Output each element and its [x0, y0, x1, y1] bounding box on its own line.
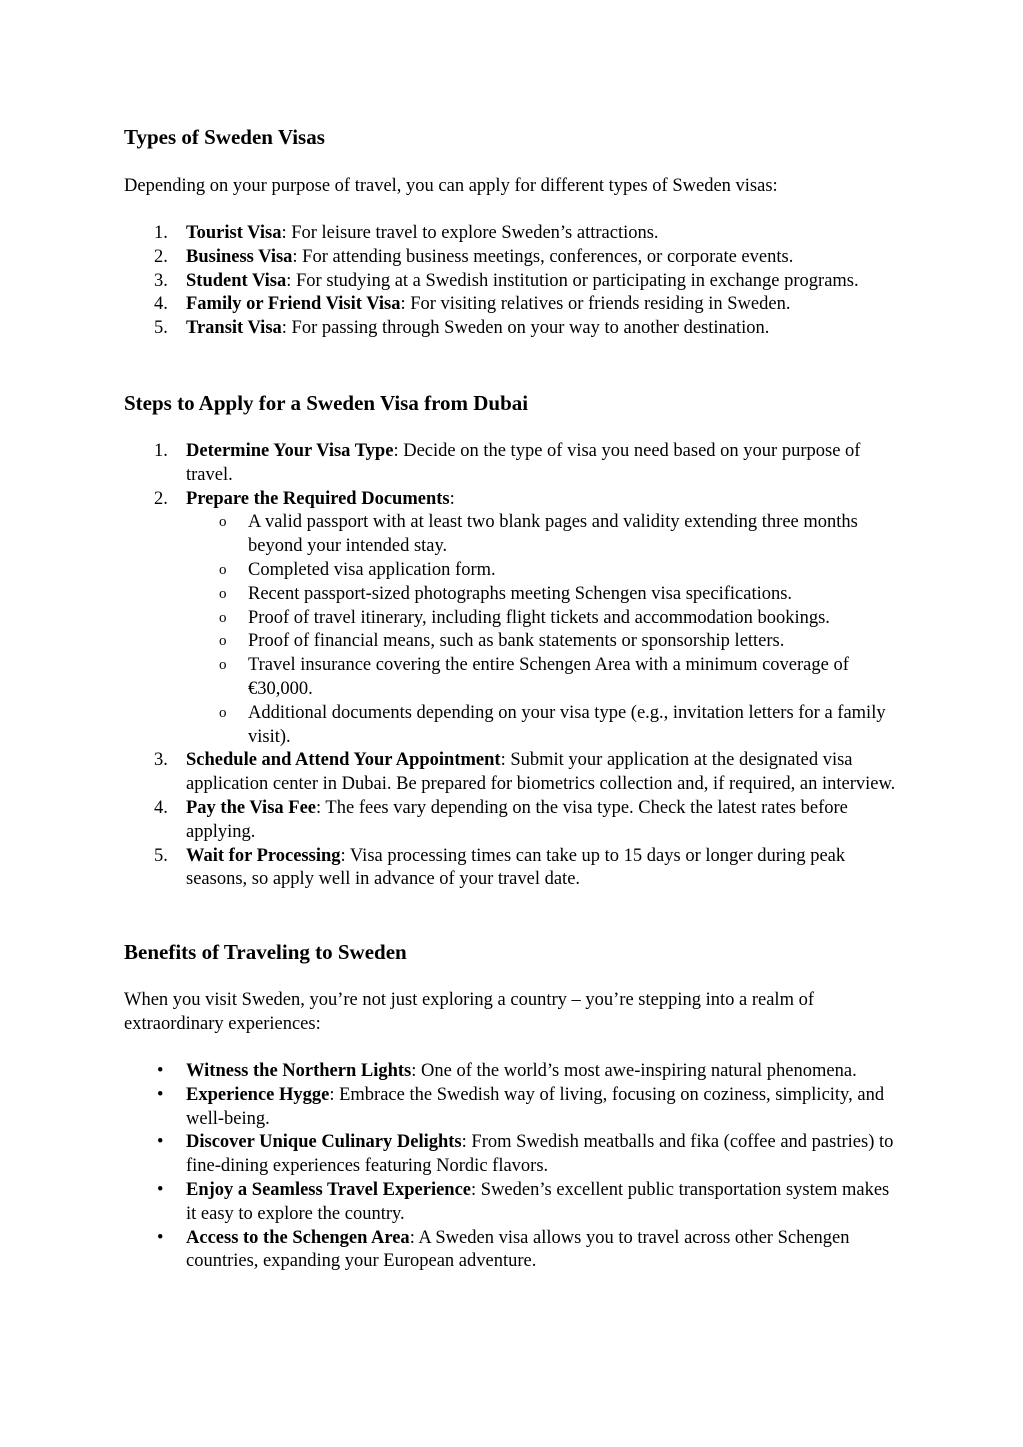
sub-bullet: o: [219, 585, 227, 602]
document-item: [0, 607, 902, 631]
benefits-list: [0, 1060, 1023, 1274]
document-item: [0, 559, 902, 583]
list-item: [0, 222, 902, 246]
sub-bullet: o: [219, 514, 227, 531]
list-item: [0, 1227, 902, 1275]
item-description: : For studying at a Swedish institution or participating in exchange programs.: [286, 270, 859, 291]
item-term: Family or Friend Visit Visa: [186, 294, 401, 315]
sub-bullet: o: [219, 657, 227, 674]
document-text: Travel insurance covering the entire Schengen Area with a minimum coverage of €30,000.: [248, 655, 849, 699]
document-text: Proof of financial means, such as bank statements or sponsorship letters.: [248, 631, 785, 652]
item-term: Schedule and Attend Your Appointment: [186, 750, 501, 771]
application-steps-list: [0, 440, 1023, 892]
list-item: [0, 488, 902, 750]
item-description: : A Sweden visa allows you to travel across other Schengen countries, expanding your European adventure.: [186, 1227, 850, 1272]
list-number: 1.: [154, 223, 168, 243]
list-item: [0, 440, 902, 488]
document-item: [0, 702, 902, 750]
sub-bullet: o: [219, 633, 227, 650]
item-description: : Embrace the Swedish way of living, focusing on coziness, simplicity, and well-being.: [186, 1084, 885, 1129]
sub-bullet: o: [219, 561, 227, 578]
item-description: : Visa processing times can take up to 15 days or longer during peak seasons, so apply well in advance of your travel date.: [186, 845, 846, 890]
item-term: Discover Unique Culinary Delights: [186, 1132, 462, 1153]
item-description: : Decide on the type of visa you need based on your purpose of travel.: [186, 441, 861, 485]
list-item: [0, 246, 902, 270]
item-description: : For leisure travel to explore Sweden’s attractions.: [281, 223, 659, 243]
list-number: 4.: [154, 797, 168, 818]
document-text: Completed visa application form.: [248, 559, 496, 580]
bullet: •: [157, 1179, 164, 1200]
required-documents-list: [186, 511, 902, 749]
item-description: : For visiting relatives or friends residing in Sweden.: [400, 294, 791, 315]
sub-bullet: o: [219, 704, 227, 721]
item-term: Access to the Schengen Area: [186, 1227, 410, 1248]
list-item: [0, 317, 902, 341]
list-number: 2.: [154, 246, 168, 267]
item-term: Experience Hygge: [186, 1084, 330, 1105]
bullet: •: [157, 1061, 164, 1081]
list-item: [0, 1179, 902, 1227]
benefits-intro: When you visit Sweden, you’re not just exploring a country – you’re stepping into a realm of extraordinary experiences:: [124, 990, 815, 1034]
bullet: •: [157, 1132, 164, 1153]
item-term: Transit Visa: [186, 318, 282, 339]
item-description: : Submit your application at the designated visa application center in Dubai. Be prepared for biometrics collection and, if required, an interview.: [186, 750, 896, 795]
document-text: Additional documents depending on your visa type (e.g., invitation letters for a family visit).: [248, 702, 886, 747]
item-description: : Sweden’s excellent public transportation system makes it easy to explore the country.: [186, 1179, 890, 1224]
list-number: 3.: [154, 750, 168, 771]
document-item: [0, 583, 902, 607]
item-description: : For attending business meetings, conferences, or corporate events.: [292, 246, 794, 267]
section-heading-benefits: Benefits of Traveling to Sweden: [124, 940, 407, 964]
document-text: Proof of travel itinerary, including flight tickets and accommodation bookings.: [248, 607, 830, 628]
document-text: A valid passport with at least two blank pages and validity extending three months beyond your intended stay.: [248, 512, 858, 557]
list-number: 5.: [154, 318, 168, 339]
item-description: : One of the world’s most awe-inspiring natural phenomena.: [411, 1061, 857, 1081]
item-description: : For passing through Sweden on your way to another destination.: [281, 318, 770, 339]
list-item: [0, 797, 902, 845]
list-number: 5.: [154, 845, 168, 866]
item-description: : The fees vary depending on the visa type. Check the latest rates before applying.: [186, 797, 848, 842]
bullet: •: [157, 1227, 164, 1248]
list-item: [0, 845, 902, 893]
visa-types-intro: Depending on your purpose of travel, you can apply for different types of Sweden visas:: [124, 176, 778, 196]
list-item: [0, 1084, 902, 1132]
document-text: Recent passport-sized photographs meeting Schengen visa specifications.: [248, 583, 793, 604]
item-term: Prepare the Required Documents: [186, 488, 450, 509]
list-item: [0, 749, 902, 797]
item-description: : From Swedish meatballs and fika (coffee and pastries) to fine-dining experiences featuring Nordic flavors.: [186, 1132, 894, 1177]
section-heading-application-steps: Steps to Apply for a Sweden Visa from Dubai: [124, 391, 529, 415]
item-term: Pay the Visa Fee: [186, 797, 316, 818]
document-item: [0, 511, 902, 559]
list-item: [0, 1131, 902, 1179]
list-item: [0, 1060, 902, 1084]
document-item: [0, 630, 902, 654]
list-number: 1.: [154, 441, 168, 461]
section-heading-visa-types: Types of Sweden Visas: [124, 125, 325, 149]
item-term: Witness the Northern Lights: [186, 1061, 412, 1081]
visa-types-list: [0, 222, 1023, 341]
item-term: Student Visa: [186, 270, 287, 291]
document-item: [0, 654, 902, 702]
item-term: Tourist Visa: [186, 223, 282, 243]
item-term: Determine Your Visa Type: [186, 441, 394, 461]
sub-bullet: o: [219, 609, 227, 626]
list-number: 2.: [154, 488, 168, 509]
item-term: Wait for Processing: [186, 845, 341, 866]
item-term: Business Visa: [186, 246, 293, 267]
list-item: [0, 270, 902, 294]
item-description: :: [449, 488, 455, 509]
list-number: 3.: [154, 270, 168, 291]
list-item: [0, 293, 902, 317]
list-number: 4.: [154, 294, 168, 315]
bullet: •: [157, 1084, 164, 1105]
item-term: Enjoy a Seamless Travel Experience: [186, 1179, 472, 1200]
